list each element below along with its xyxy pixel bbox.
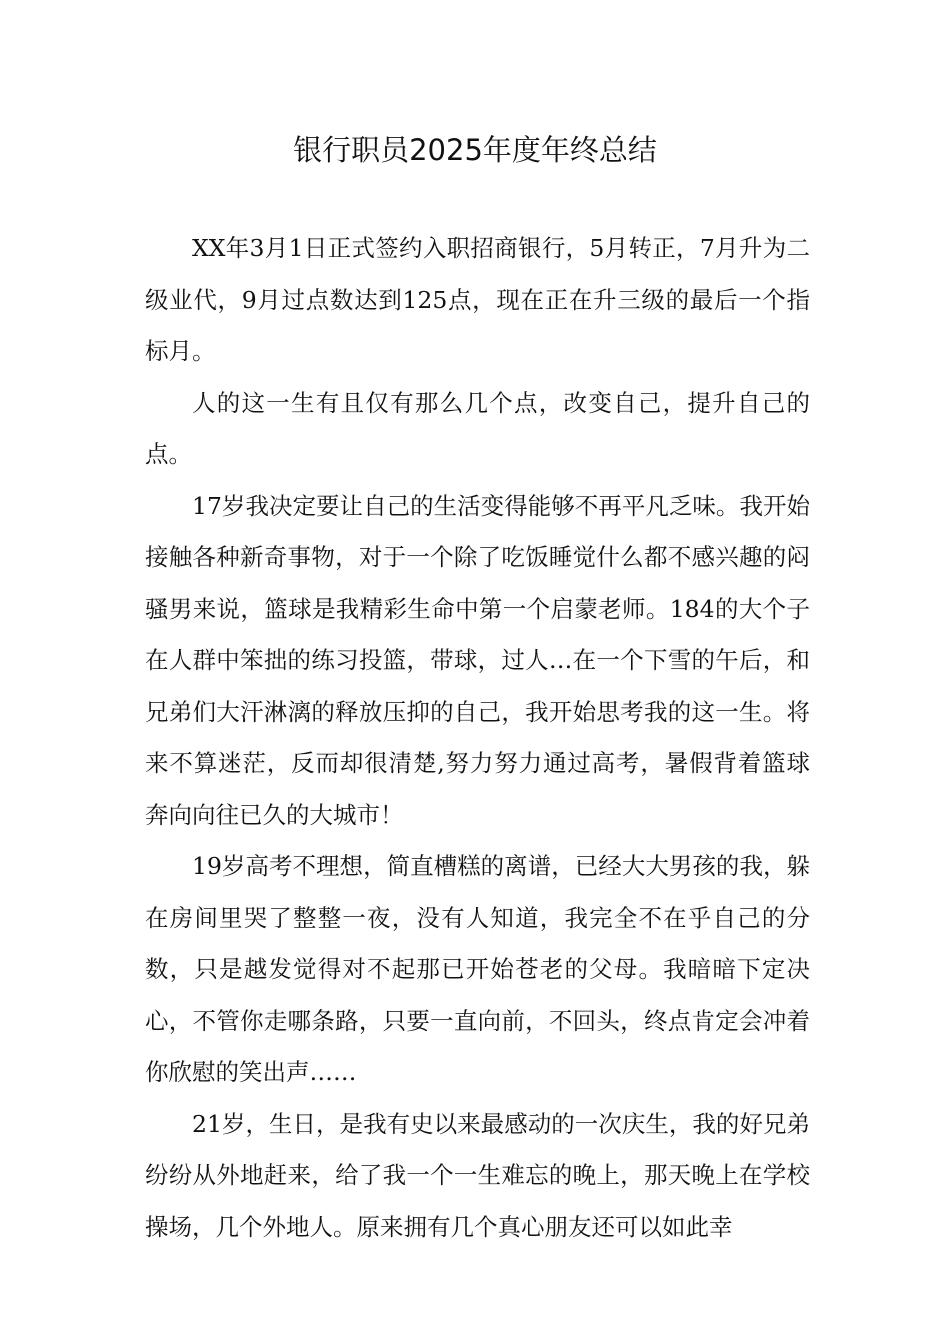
document-body [145,223,810,1253]
document-title: 银行职员2025年度年终总结 [293,133,657,167]
paragraph: 人的这一生有且仅有那么几个点，改变自己，提升自己的点。 [145,388,810,468]
paragraph: 19岁高考不理想，简直槽糕的离谱，已经大大男孩的我，躲在房间里哭了整整一夜，没有人知道，我完全不在乎自己的分数，只是越发觉得对不起那已开始苍老的父母。我暗暗下定决心，不管你走哪条路，只要一直向前，不回头，终点肯定会冲着你欣慰的笑出声…… [145,852,810,1086]
paragraph: 17岁我决定要让自己的生活变得能够不再平凡乏味。我开始接触各种新奇事物，对于一个除了吃饭睡觉什么都不感兴趣的闷骚男来说，篮球是我精彩生命中第一个启蒙老师。184的大个子在人群中笨拙的练习投篮，带球，过人…在一个下雪的午后，和兄弟们大汗淋漓的释放压抑的自己，我开始思考我的这一生。将来不算迷茫，反而却很清楚,努力努力通过高考，暑假背着篮球奔向向往已久的大城市！ [145,491,810,829]
paragraph: XX年3月1日正式签约入职招商银行，5月转正，7月升为二级业代，9月过点数达到125点，现在正在升三级的最后一个指标月。 [145,234,810,365]
paragraph: 21岁，生日，是我有史以来最感动的一次庆生，我的好兄弟纷纷从外地赶来，给了我一个一生难忘的晚上，那天晚上在学校操场，几个外地人。原来拥有几个真心朋友还可以如此幸 [145,1109,810,1241]
